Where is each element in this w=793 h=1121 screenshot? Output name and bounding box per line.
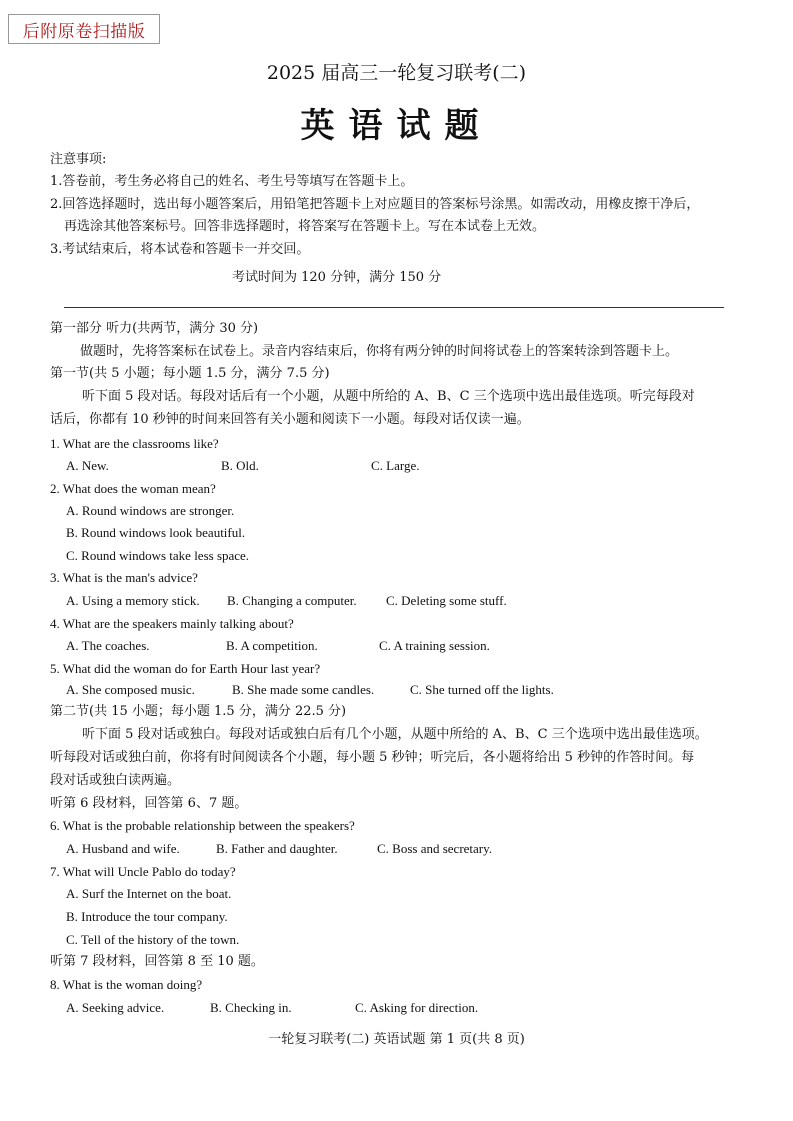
note-item: 1.答卷前，考生务必将自己的姓名、考生号等填写在答题卡上。 [50,174,414,189]
option: A. Husband and wife. [66,841,180,856]
subject-title: 英语试题 [300,106,493,146]
question-stem: 8. What is the woman doing? [50,977,203,992]
option: C. Large. [371,458,420,473]
section2-instruction: 听每段对话或独白前，你将有时间阅读各个小题，每小题 5 秒钟；听完后，各小题将给出 5 秒钟的作答时间。每 [50,750,695,765]
part1-heading: 第一部分 听力(共两节，满分 30 分) [50,321,259,336]
section1-heading: 第一节(共 5 小题；每小题 1.5 分，满分 7.5 分) [50,366,330,381]
option: B. A competition. [226,638,318,653]
question-stem: 1. What are the classrooms like? [50,436,219,451]
divider [64,307,724,308]
option: A. She composed music. [66,682,195,697]
option: B. Father and daughter. [216,841,338,856]
section2-instruction: 听下面 5 段对话或独白。每段对话或独白后有几个小题，从题中所给的 A、B、C 三个选项中选出最佳选项。 [82,727,708,742]
note-item: 2.回答选择题时，选出每小题答案后，用铅笔把答题卡上对应题目的答案标号涂黑。如需改动，用橡皮擦干净后， [50,197,700,212]
option: B. Changing a computer. [227,593,357,608]
question-stem: 5. What did the woman do for Earth Hour last year? [50,661,321,676]
notes-heading: 注意事项: [50,152,107,167]
material-note: 听第 6 段材料，回答第 6、7 题。 [50,796,248,811]
question-stem: 7. What will Uncle Pablo do today? [50,864,236,879]
option: A. Round windows are stronger. [66,503,235,518]
option: B. Introduce the tour company. [66,909,228,924]
exam-title: 2025 届高三一轮复习联考(二) [266,62,527,84]
part1-instruction: 做题时，先将答案标在试卷上。录音内容结束后，你将有两分钟的时间将试卷上的答案转涂到答题卡上。 [80,344,679,359]
exam-time: 考试时间为 120 分钟，满分 150 分 [232,270,442,285]
option: A. The coaches. [66,638,150,653]
option: A. Surf the Internet on the boat. [66,886,232,901]
note-item: 3.考试结束后，将本试卷和答题卡一并交回。 [50,242,310,257]
scan-version-badge: 后附原卷扫描版 [8,14,160,44]
section2-heading: 第二节(共 15 小题；每小题 1.5 分，满分 22.5 分) [50,704,347,719]
section1-instruction: 话后，你都有 10 秒钟的时间来回答有关小题和阅读下一小题。每段对话仅读一遍。 [50,412,530,427]
option: C. Tell of the history of the town. [66,932,240,947]
material-note: 听第 7 段材料，回答第 8 至 10 题。 [50,954,264,969]
option: A. Seeking advice. [66,1000,165,1015]
option: C. Boss and secretary. [377,841,493,856]
option: C. A training session. [379,638,490,653]
question-stem: 2. What does the woman mean? [50,481,216,496]
question-stem: 6. What is the probable relationship between the speakers? [50,818,355,833]
option: C. She turned off the lights. [410,682,554,697]
option: A. New. [66,458,109,473]
question-stem: 3. What is the man's advice? [50,570,198,585]
question-stem: 4. What are the speakers mainly talking about? [50,616,294,631]
option: C. Asking for direction. [355,1000,479,1015]
option: A. Using a memory stick. [66,593,200,608]
option: B. Old. [221,458,259,473]
section2-instruction: 段对话或独白读两遍。 [50,773,181,788]
note-item: 再选涂其他答案标号。回答非选择题时，将答案写在答题卡上。写在本试卷上无效。 [64,219,546,234]
option: C. Round windows take less space. [66,548,250,563]
section1-instruction: 听下面 5 段对话。每段对话后有一个小题，从题中所给的 A、B、C 三个选项中选出最佳选项。听完每段对 [82,389,695,404]
option: B. Checking in. [210,1000,292,1015]
option: B. She made some candles. [232,682,375,697]
option: C. Deleting some stuff. [386,593,507,608]
page-footer: 一轮复习联考(二) 英语试题 第 1 页(共 8 页) [268,1032,525,1047]
option: B. Round windows look beautiful. [66,525,246,540]
